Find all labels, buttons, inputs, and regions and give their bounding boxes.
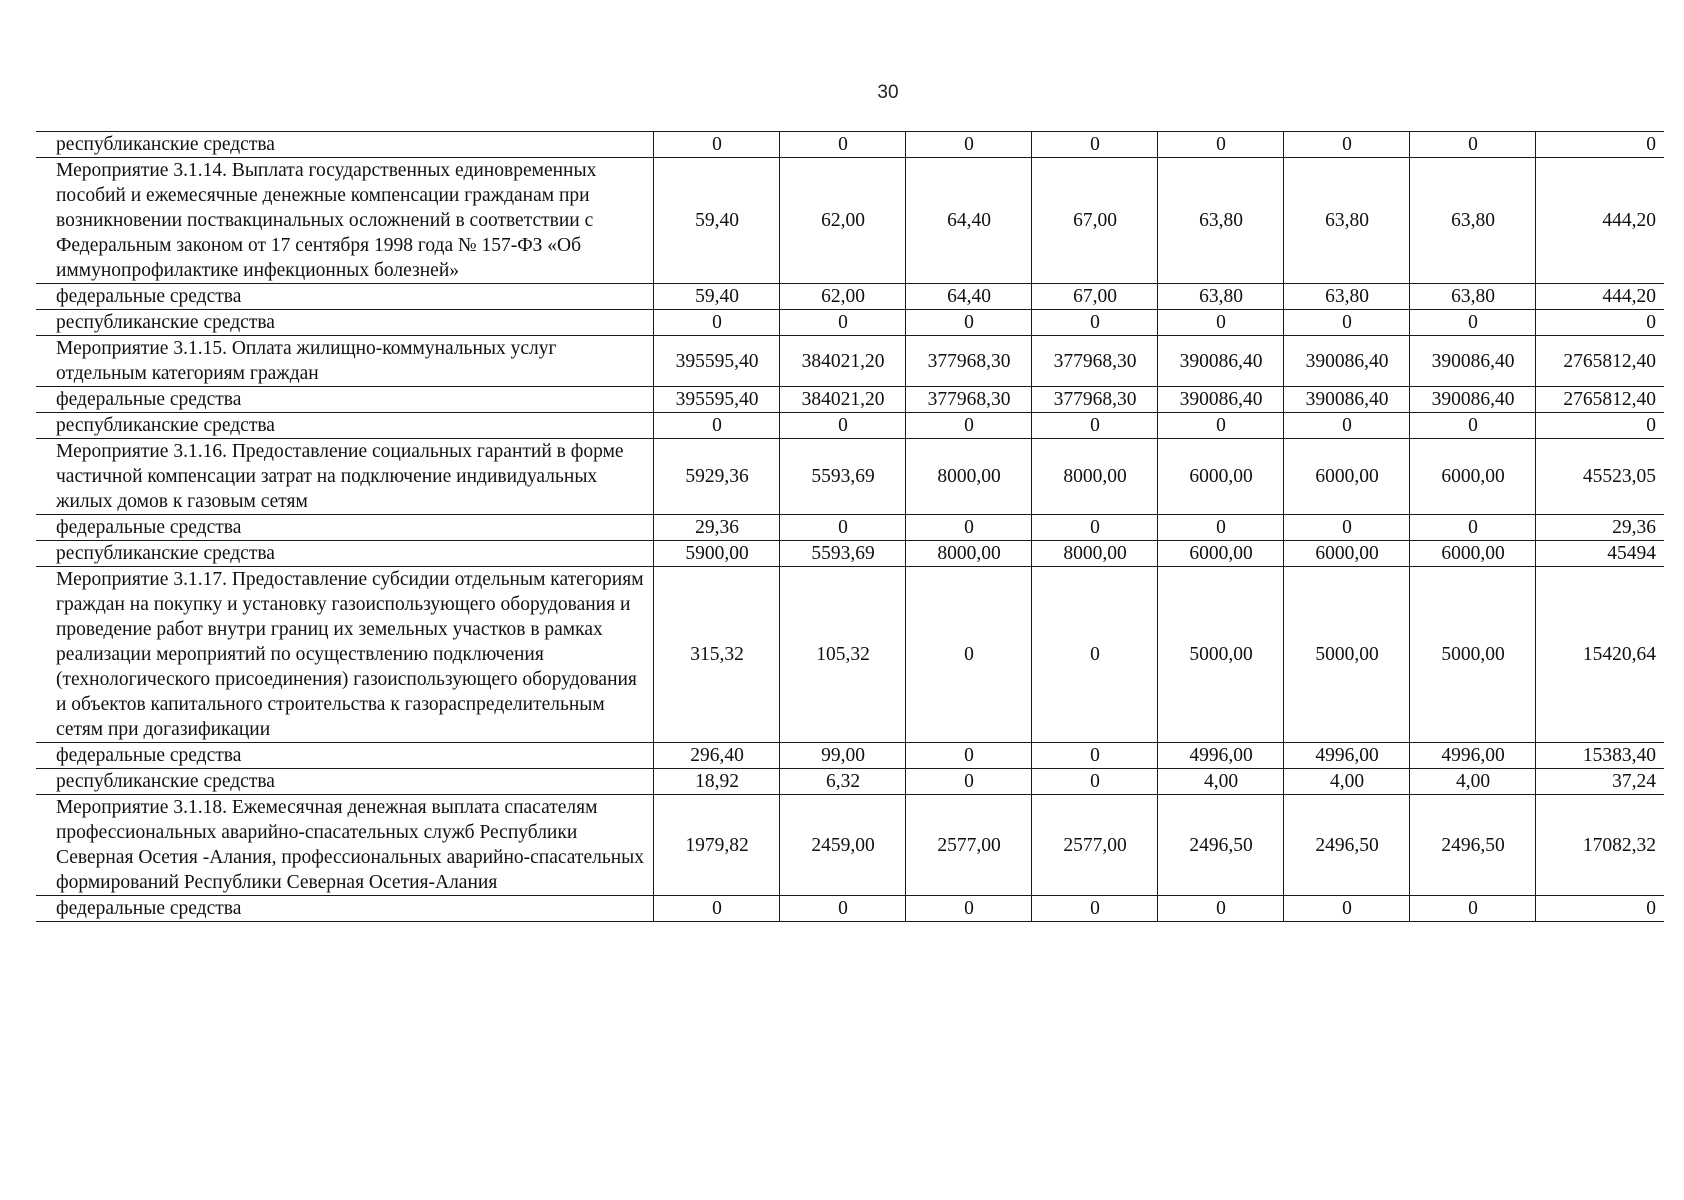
funding-source-row: [36, 743, 1664, 769]
measure-row: [36, 158, 1664, 284]
funding-source-row: [36, 769, 1664, 795]
total-cell: 2765812,40: [1535, 387, 1664, 413]
amount-cell: 0: [1031, 132, 1157, 158]
amount-cell: 99,00: [779, 743, 905, 769]
amount-cell: 63,80: [1283, 158, 1409, 284]
amount-cell: 0: [1157, 413, 1283, 439]
amount-cell: 5593,69: [779, 541, 905, 567]
amount-cell: 0: [1031, 769, 1157, 795]
amount-cell: 67,00: [1031, 158, 1157, 284]
amount-cell: 0: [905, 769, 1031, 795]
amount-cell: 0: [1031, 413, 1157, 439]
amount-cell: 0: [779, 896, 905, 922]
amount-cell: 0: [1283, 413, 1409, 439]
amount-cell: 18,92: [653, 769, 779, 795]
amount-cell: 8000,00: [1031, 541, 1157, 567]
total-cell: 45523,05: [1535, 439, 1664, 515]
amount-cell: 0: [1409, 413, 1535, 439]
measure-row: [36, 567, 1664, 743]
amount-cell: 0: [779, 132, 905, 158]
amount-cell: 0: [905, 310, 1031, 336]
amount-cell: 390086,40: [1157, 387, 1283, 413]
total-cell: 0: [1535, 132, 1664, 158]
amount-cell: 0: [1409, 132, 1535, 158]
measure-name-cell: Мероприятие 3.1.16. Предоставление социальных гарантий в форме частичной компенсации затрат на подключение индивидуальных жилых домов к газовым сетям: [36, 439, 653, 515]
measure-name-cell: Мероприятие 3.1.15. Оплата жилищно-коммунальных услуг отдельным категориям граждан: [36, 336, 653, 387]
amount-cell: 0: [1283, 515, 1409, 541]
total-cell: 29,36: [1535, 515, 1664, 541]
total-cell: 2765812,40: [1535, 336, 1664, 387]
amount-cell: 0: [653, 132, 779, 158]
measure-row: [36, 336, 1664, 387]
amount-cell: 0: [905, 567, 1031, 743]
amount-cell: 67,00: [1031, 284, 1157, 310]
amount-cell: 6000,00: [1283, 439, 1409, 515]
amount-cell: 390086,40: [1409, 336, 1535, 387]
amount-cell: 0: [1157, 515, 1283, 541]
amount-cell: 0: [1031, 896, 1157, 922]
total-cell: 0: [1535, 310, 1664, 336]
funding-source-row: [36, 387, 1664, 413]
funding-source-cell: федеральные средства: [36, 284, 653, 310]
amount-cell: 63,80: [1409, 158, 1535, 284]
funding-source-cell: республиканские средства: [36, 769, 653, 795]
amount-cell: 6000,00: [1409, 439, 1535, 515]
table-body: [36, 132, 1664, 922]
funding-source-row: [36, 515, 1664, 541]
amount-cell: 4,00: [1283, 769, 1409, 795]
amount-cell: 0: [1157, 310, 1283, 336]
amount-cell: 6000,00: [1157, 541, 1283, 567]
amount-cell: 5000,00: [1157, 567, 1283, 743]
funding-source-cell: федеральные средства: [36, 743, 653, 769]
amount-cell: 2496,50: [1157, 795, 1283, 896]
amount-cell: 5593,69: [779, 439, 905, 515]
amount-cell: 0: [1283, 896, 1409, 922]
amount-cell: 390086,40: [1157, 336, 1283, 387]
amount-cell: 5900,00: [653, 541, 779, 567]
funding-source-row: [36, 413, 1664, 439]
amount-cell: 5000,00: [1283, 567, 1409, 743]
amount-cell: 6,32: [779, 769, 905, 795]
total-cell: 37,24: [1535, 769, 1664, 795]
amount-cell: 0: [779, 310, 905, 336]
budget-table: [36, 131, 1664, 922]
amount-cell: 0: [1031, 310, 1157, 336]
total-cell: 0: [1535, 413, 1664, 439]
amount-cell: 29,36: [653, 515, 779, 541]
funding-source-row: [36, 896, 1664, 922]
funding-source-row: [36, 284, 1664, 310]
funding-source-cell: федеральные средства: [36, 896, 653, 922]
funding-source-cell: республиканские средства: [36, 541, 653, 567]
amount-cell: 0: [1031, 515, 1157, 541]
amount-cell: 390086,40: [1409, 387, 1535, 413]
amount-cell: 0: [1031, 567, 1157, 743]
amount-cell: 2577,00: [1031, 795, 1157, 896]
amount-cell: 63,80: [1157, 158, 1283, 284]
amount-cell: 0: [653, 896, 779, 922]
page-number: 30: [877, 82, 899, 103]
amount-cell: 0: [1157, 132, 1283, 158]
amount-cell: 0: [1283, 310, 1409, 336]
amount-cell: 4,00: [1157, 769, 1283, 795]
amount-cell: 62,00: [779, 158, 905, 284]
amount-cell: 315,32: [653, 567, 779, 743]
amount-cell: 4996,00: [1409, 743, 1535, 769]
measure-name-cell: Мероприятие 3.1.14. Выплата государственных единовременных пособий и ежемесячные денежные компенсации гражданам при возникновении поствакцинальных осложнений в соответствии с Федеральным законом от 17 сентября 1998 года № 157-ФЗ «Об иммунопрофилактике инфекционных болезней»: [36, 158, 653, 284]
measure-row: [36, 439, 1664, 515]
amount-cell: 8000,00: [905, 439, 1031, 515]
amount-cell: 0: [905, 743, 1031, 769]
amount-cell: 105,32: [779, 567, 905, 743]
measure-name-cell: Мероприятие 3.1.18. Ежемесячная денежная выплата спасателям профессиональных аварийно-спасательных служб Республики Северная Осетия -Алания, профессиональных аварийно-спасательных формирований Республики Северная Осетия-Алания: [36, 795, 653, 896]
amount-cell: 5000,00: [1409, 567, 1535, 743]
amount-cell: 0: [905, 896, 1031, 922]
amount-cell: 377968,30: [1031, 336, 1157, 387]
amount-cell: 0: [1409, 310, 1535, 336]
amount-cell: 64,40: [905, 284, 1031, 310]
amount-cell: 0: [905, 515, 1031, 541]
amount-cell: 390086,40: [1283, 336, 1409, 387]
amount-cell: 384021,20: [779, 336, 905, 387]
amount-cell: 6000,00: [1157, 439, 1283, 515]
amount-cell: 0: [1409, 896, 1535, 922]
amount-cell: 4996,00: [1157, 743, 1283, 769]
amount-cell: 59,40: [653, 284, 779, 310]
measure-row: [36, 795, 1664, 896]
amount-cell: 63,80: [1283, 284, 1409, 310]
amount-cell: 64,40: [905, 158, 1031, 284]
amount-cell: 63,80: [1409, 284, 1535, 310]
funding-source-row: [36, 541, 1664, 567]
amount-cell: 4996,00: [1283, 743, 1409, 769]
amount-cell: 5929,36: [653, 439, 779, 515]
amount-cell: 0: [1283, 132, 1409, 158]
amount-cell: 0: [905, 413, 1031, 439]
total-cell: 45494: [1535, 541, 1664, 567]
funding-source-cell: федеральные средства: [36, 387, 653, 413]
amount-cell: 62,00: [779, 284, 905, 310]
amount-cell: 377968,30: [1031, 387, 1157, 413]
funding-source-cell: республиканские средства: [36, 132, 653, 158]
amount-cell: 2459,00: [779, 795, 905, 896]
total-cell: 15383,40: [1535, 743, 1664, 769]
total-cell: 444,20: [1535, 284, 1664, 310]
measure-name-cell: Мероприятие 3.1.17. Предоставление субсидии отдельным категориям граждан на покупку и установку газоиспользующего оборудования и проведение работ внутри границ их земельных участков в рамках реализации мероприятий по осуществлению подключения (технологического присоединения) газоиспользующего оборудования и объектов капитального строительства к газораспределительным сетям при догазификации: [36, 567, 653, 743]
amount-cell: 4,00: [1409, 769, 1535, 795]
amount-cell: 377968,30: [905, 336, 1031, 387]
funding-source-cell: федеральные средства: [36, 515, 653, 541]
amount-cell: 2496,50: [1283, 795, 1409, 896]
amount-cell: 0: [653, 413, 779, 439]
amount-cell: 390086,40: [1283, 387, 1409, 413]
amount-cell: 8000,00: [905, 541, 1031, 567]
amount-cell: 63,80: [1157, 284, 1283, 310]
amount-cell: 0: [1031, 743, 1157, 769]
total-cell: 444,20: [1535, 158, 1664, 284]
amount-cell: 395595,40: [653, 387, 779, 413]
amount-cell: 377968,30: [905, 387, 1031, 413]
funding-source-row: [36, 132, 1664, 158]
amount-cell: 384021,20: [779, 387, 905, 413]
amount-cell: 6000,00: [1409, 541, 1535, 567]
funding-source-cell: республиканские средства: [36, 413, 653, 439]
amount-cell: 59,40: [653, 158, 779, 284]
amount-cell: 6000,00: [1283, 541, 1409, 567]
amount-cell: 296,40: [653, 743, 779, 769]
amount-cell: 395595,40: [653, 336, 779, 387]
amount-cell: 0: [1409, 515, 1535, 541]
amount-cell: 8000,00: [1031, 439, 1157, 515]
amount-cell: 2496,50: [1409, 795, 1535, 896]
amount-cell: 0: [905, 132, 1031, 158]
total-cell: 15420,64: [1535, 567, 1664, 743]
amount-cell: 0: [779, 515, 905, 541]
total-cell: 17082,32: [1535, 795, 1664, 896]
amount-cell: 0: [653, 310, 779, 336]
total-cell: 0: [1535, 896, 1664, 922]
amount-cell: 2577,00: [905, 795, 1031, 896]
funding-source-cell: республиканские средства: [36, 310, 653, 336]
amount-cell: 0: [779, 413, 905, 439]
funding-source-row: [36, 310, 1664, 336]
amount-cell: 0: [1157, 896, 1283, 922]
amount-cell: 1979,82: [653, 795, 779, 896]
